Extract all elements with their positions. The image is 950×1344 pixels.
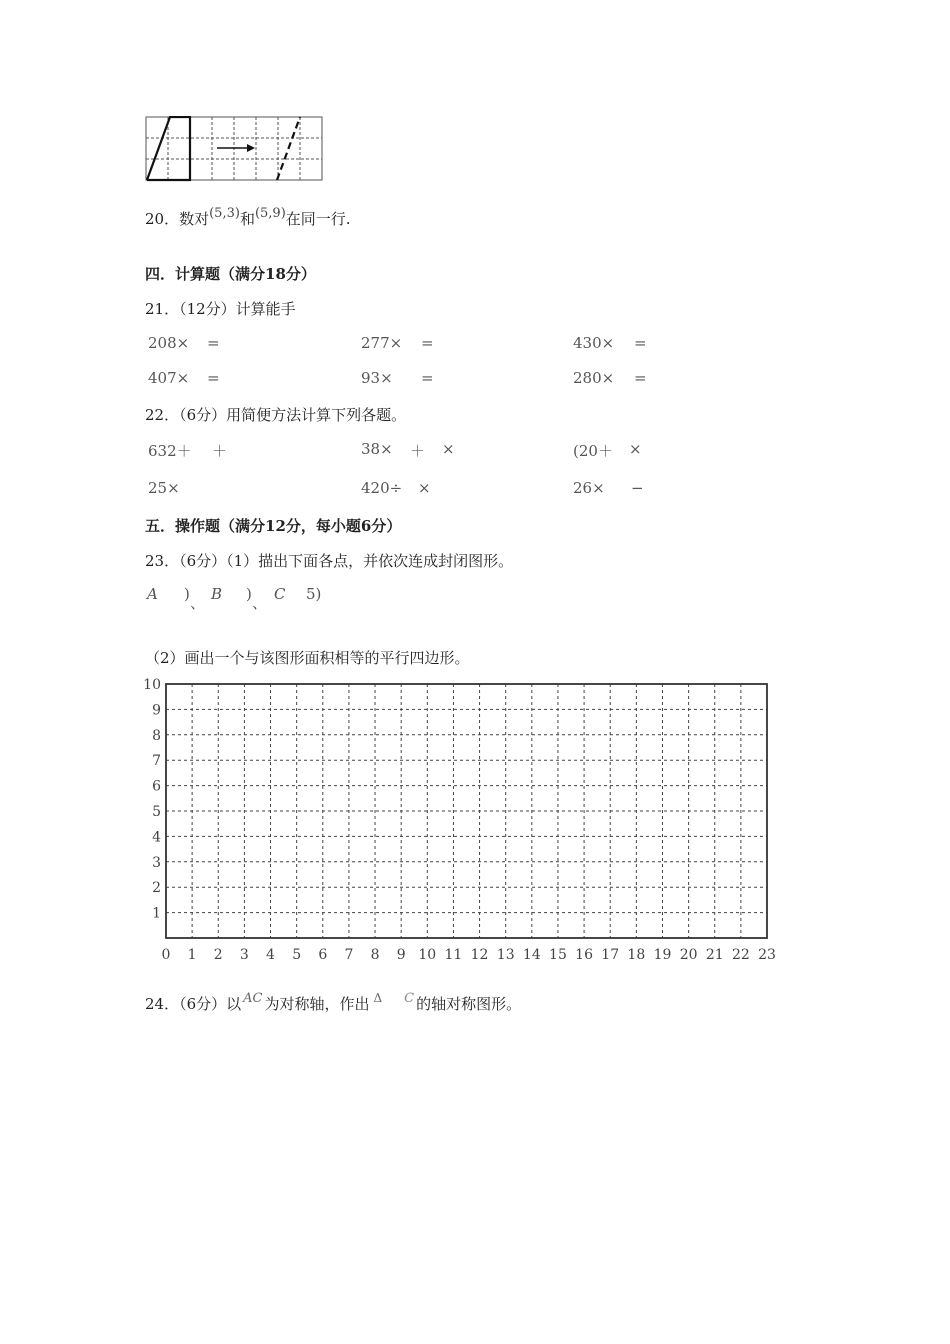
x-axis-tick-label: 18 <box>627 947 646 963</box>
x-axis-tick-label: 7 <box>344 947 354 963</box>
pair-1: (5,3) <box>209 206 240 221</box>
y-axis-tick-label: 7 <box>152 753 161 770</box>
question-24 <box>145 993 521 1014</box>
point-a-paren: ) <box>184 585 190 603</box>
x-axis-tick-label: 3 <box>239 947 249 963</box>
calc-equals: = <box>421 334 434 352</box>
calc-equals: = <box>207 334 220 352</box>
calc-item: 93× <box>361 369 393 387</box>
x-axis-tick-label: 1 <box>187 947 197 963</box>
question-23-part-2: （2）画出一个与该图形面积相等的平行四边形。 <box>145 649 470 667</box>
simplify-item: ＋ <box>212 442 228 460</box>
simplify-item: 26× <box>573 479 605 497</box>
pair-2: (5,9) <box>254 206 286 221</box>
x-axis-tick-label: 15 <box>549 947 567 963</box>
coordinate-grid[interactable] <box>140 676 785 964</box>
y-axis-tick-label: 8 <box>152 727 161 744</box>
translation-figure <box>145 116 325 182</box>
y-axis-tick-label: 5 <box>152 804 161 820</box>
y-axis-tick-label: 1 <box>152 905 161 922</box>
x-axis-tick-label: 12 <box>470 947 489 963</box>
point-b-paren: ) <box>246 585 252 603</box>
calc-item: 280× <box>573 369 615 387</box>
question-22-title: 22．（6分）用简便方法计算下列各题。 <box>145 406 407 424</box>
question-20-text-1: 数对 <box>179 210 210 228</box>
question-20-number: 20． <box>145 210 180 228</box>
x-axis-tick-label: 16 <box>575 947 594 963</box>
point-a-label: A <box>147 585 158 603</box>
section-5-title: 五．操作题（满分12分，每小题6分） <box>145 517 402 535</box>
y-axis-tick-label: 3 <box>152 854 161 871</box>
x-axis-tick-label: 22 <box>731 947 750 963</box>
simplify-item: 420÷ <box>361 479 403 497</box>
calc-item: 208× <box>148 334 190 352</box>
simplify-item: × <box>629 440 642 458</box>
x-axis-tick-label: 13 <box>496 947 515 963</box>
simplify-item: 25× <box>148 479 180 497</box>
section-4-title: 四．计算题（满分18分） <box>145 265 316 283</box>
x-axis-tick-label: 2 <box>213 947 223 963</box>
simplify-item: 38× <box>361 440 393 458</box>
x-axis-tick-label: 6 <box>318 947 328 963</box>
calc-equals: = <box>634 334 647 352</box>
question-23-title: 23．（6分）（1）描出下面各点，并依次连成封闭图形。 <box>145 552 514 570</box>
separator: 、 <box>190 594 206 612</box>
question-24-text-2: 的轴对称图形。 <box>416 995 522 1013</box>
simplify-item: (20＋ <box>573 442 613 460</box>
question-21-title: 21．（12分）计算能手 <box>145 300 296 318</box>
simplify-item: ＋ <box>410 442 426 460</box>
x-axis-tick-label: 21 <box>705 947 724 963</box>
y-axis-tick-label: 2 <box>152 880 161 897</box>
x-axis-tick-label: 11 <box>444 947 463 963</box>
y-axis-tick-label: 10 <box>143 677 161 693</box>
calc-item: 277× <box>361 334 403 352</box>
calc-equals: = <box>421 369 434 387</box>
point-b-label: B <box>211 585 223 603</box>
simplify-item: × <box>442 440 455 458</box>
x-axis-tick-label: 5 <box>292 947 302 963</box>
simplify-item: − <box>631 479 644 497</box>
question-20-text-3: 在同一行. <box>285 210 351 228</box>
calc-equals: = <box>634 369 647 387</box>
x-axis-tick-label: 19 <box>653 947 672 963</box>
calc-equals: = <box>207 369 220 387</box>
y-axis-tick-label: 4 <box>152 829 161 846</box>
axis-label: AC <box>243 991 263 1006</box>
x-axis-tick-label: 23 <box>758 947 776 963</box>
point-c-label: C <box>274 585 286 603</box>
simplify-item: 632＋ <box>148 442 192 460</box>
y-axis-tick-label: 6 <box>152 778 161 795</box>
calc-item: 407× <box>148 369 190 387</box>
y-axis-tick-label: 9 <box>152 702 161 719</box>
x-axis-tick-label: 10 <box>418 947 437 963</box>
x-axis-tick-label: 4 <box>266 947 275 963</box>
x-axis-tick-label: 14 <box>522 947 541 963</box>
point-c-paren: 5) <box>306 585 322 603</box>
x-axis-tick-label: 20 <box>679 947 698 963</box>
question-24-text-1: 为对称轴，作出 <box>264 995 370 1013</box>
triangle-symbol: Δ <box>373 991 383 1005</box>
x-axis-tick-label: 9 <box>396 947 406 963</box>
triangle-c-label: C <box>404 991 415 1006</box>
question-24-number: 24．（6分）以 <box>145 995 242 1013</box>
question-20-text-2: 和 <box>239 210 255 228</box>
simplify-item: × <box>418 479 431 497</box>
x-axis-tick-label: 17 <box>601 947 620 963</box>
x-axis-tick-label: 0 <box>161 947 171 963</box>
question-20 <box>145 208 351 229</box>
separator: 、 <box>252 594 268 612</box>
calc-item: 430× <box>573 334 615 352</box>
x-axis-tick-label: 8 <box>370 947 380 963</box>
